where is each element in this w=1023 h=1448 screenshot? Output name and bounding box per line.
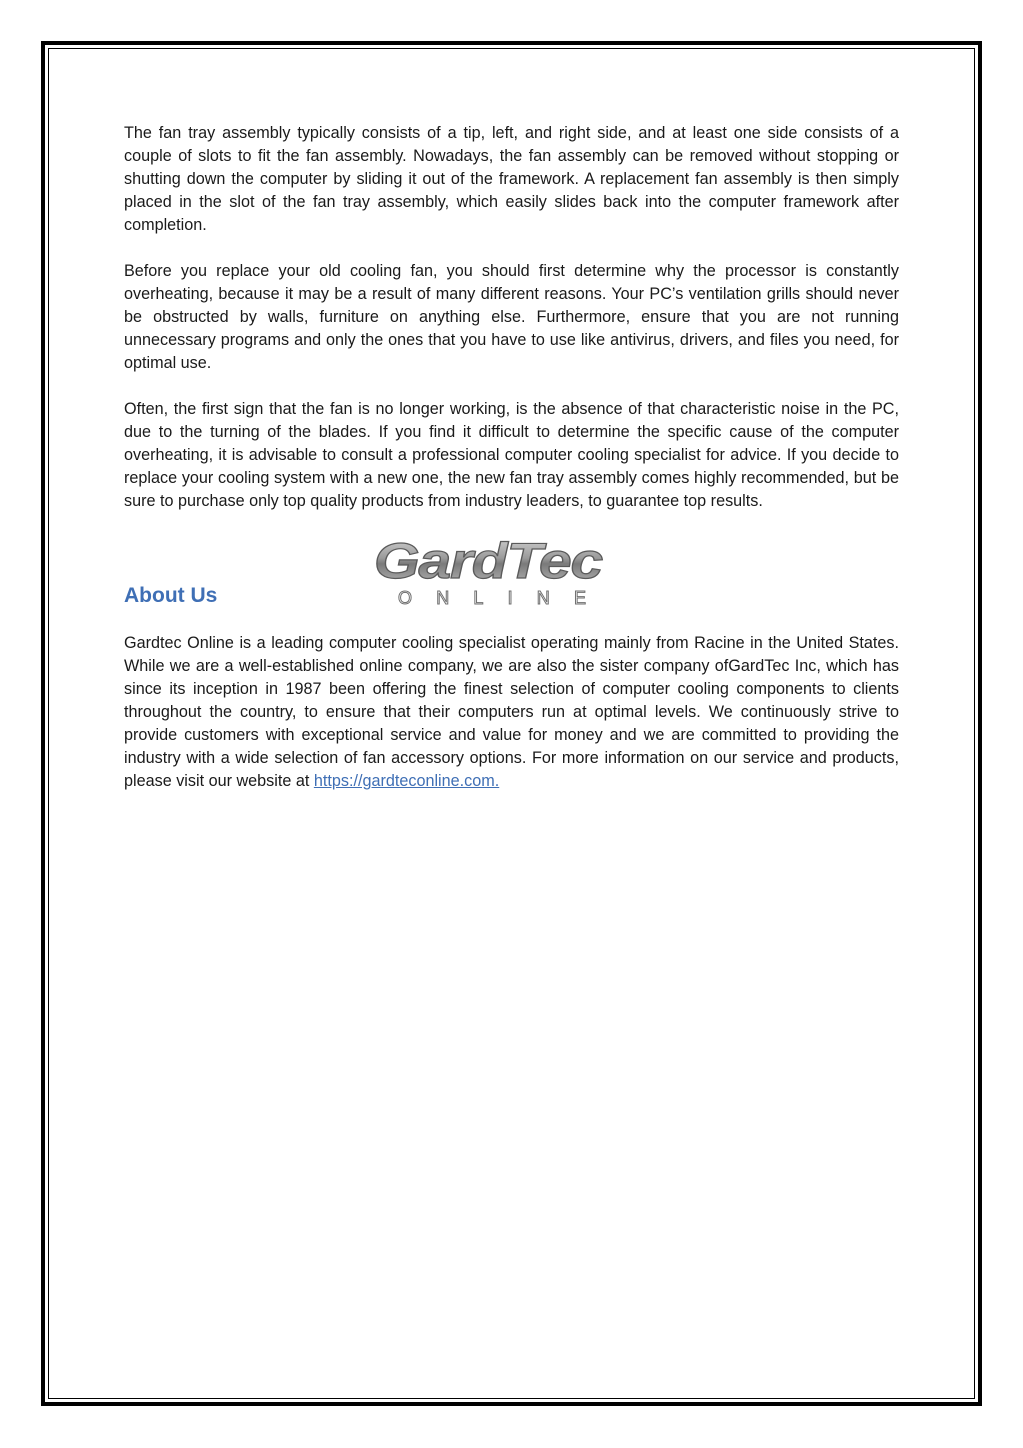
gardtec-logo bbox=[370, 534, 606, 610]
about-us-paragraph bbox=[124, 632, 899, 793]
logo-sub-text: ONLINE bbox=[398, 588, 586, 608]
about-us-heading: About Us bbox=[124, 584, 218, 607]
paragraph-first-sign: Often, the first sign that the fan is no longer working, is the absence of that characteristic noise in the PC, due to the turning of the blades. If you find it difficult to determine the specific cause of the computer overheating, it is advisable to consult a professional computer cooling specialist for advice. If you decide to replace your cooling system with a new one, the new fan tray assembly comes highly recommended, but be sure to purchase only top quality products from industry leaders, to guarantee top results. bbox=[124, 400, 899, 510]
logo-main-text: GardTec bbox=[374, 534, 604, 589]
about-header-row bbox=[124, 534, 899, 632]
paragraph-replace-fan: Before you replace your old cooling fan, you should first determine why the processor is constantly overheating, because it may be a result of many different reasons. Your PC’s ventilation grills should never be obstructed by walls, furniture on anything else. Furthermore, ensure that you are not running unnecessary programs and only the ones that you have to use like antivirus, drivers, and files you need, for optimal use. bbox=[124, 262, 899, 372]
paragraph-fan-tray: The fan tray assembly typically consists of a tip, left, and right side, and at least one side consists of a couple of slots to fit the fan assembly. Nowadays, the fan assembly can be removed without stopping or shutting down the computer by sliding it out of the framework. A replacement fan assembly is then simply placed in the slot of the fan tray assembly, which easily slides back into the computer framework after completion. bbox=[124, 124, 899, 234]
website-link[interactable]: https://gardteconline.com. bbox=[313, 772, 500, 790]
about-us-text: Gardtec Online is a leading computer cooling specialist operating mainly from Racine in the United States. While we are a well-established online company, we are also the sister company ofGardTec Inc, which has since its inception in 1987 been offering the finest selection of computer cooling components to clients throughout the country, to ensure that their computers run at optimal levels. We continuously strive to provide customers with exceptional service and value for money and we are committed to providing the industry with a wide selection of fan accessory options. For more information on our service and products, please visit our website at bbox=[124, 634, 899, 790]
document-body bbox=[124, 122, 899, 816]
